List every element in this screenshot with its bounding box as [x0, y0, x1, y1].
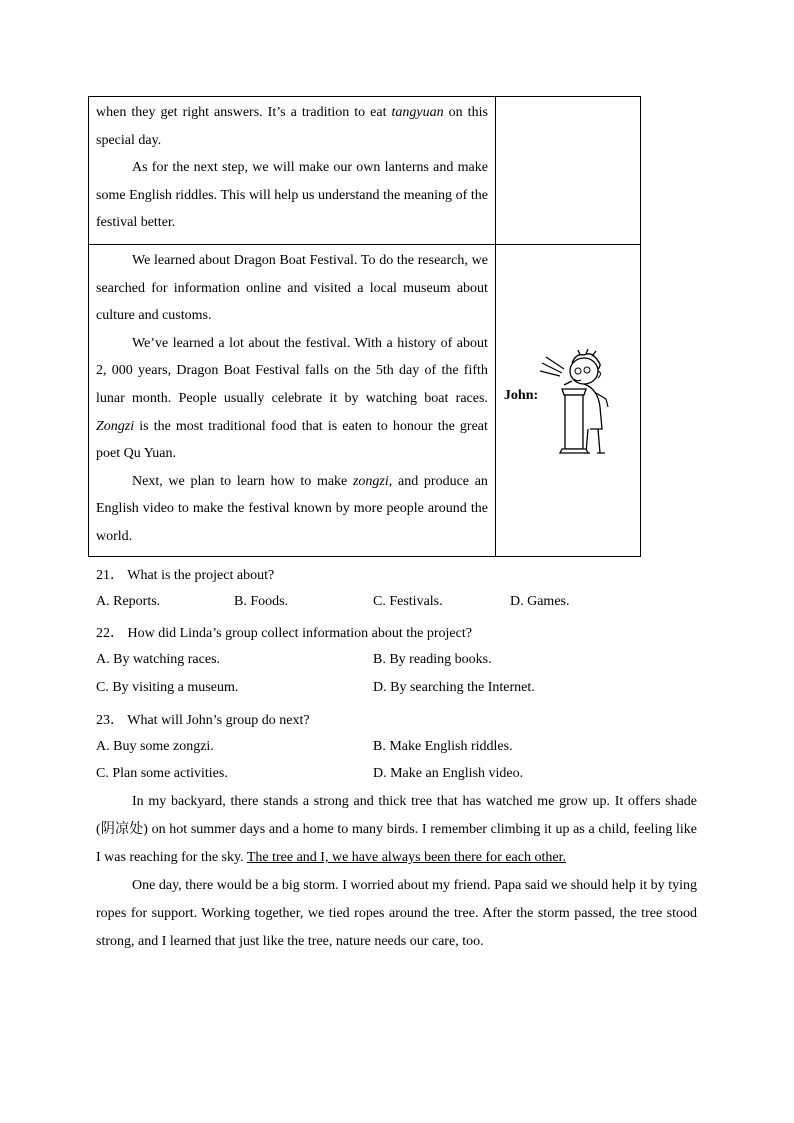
- q22-option-c: C. By visiting a museum.: [96, 680, 239, 695]
- row1-text-cell: [89, 97, 496, 245]
- row1-paragraph-1: when they get right answers. It’s a tradition to eat tangyuan on this special day.: [96, 105, 488, 148]
- speaker-label: John:: [503, 387, 539, 403]
- reading-table: [88, 96, 641, 557]
- passage-paragraph-1: In my backyard, there stands a strong and thick tree that has watched me grow up. It offers shade (阴凉处) on hot summer days and a home to many birds. I remember climbing it up as a child, feeling like I was reaching for the sky. The tree and I, we have always been there for each other.: [96, 794, 697, 865]
- passage-paragraph-2: One day, there would be a big storm. I worried about my friend. Papa said we should help it by tying ropes for support. Working together, we tied ropes around the tree. After the storm passed, the tree stood strong, and I learned that just like the tree, nature needs our care, too.: [96, 878, 697, 949]
- q21-option-c: C. Festivals.: [373, 594, 443, 609]
- speaker-at-podium-icon: [540, 349, 620, 457]
- row2-paragraph-2: We’ve learned a lot about the festival. With a history of about 2, 000 years, Dragon Boat Festival falls on the 5th day of the fifth lunar month. People usually celebrate it by watching boat races. Zongzi is the most traditional food that is eaten to honour the great poet Qu Yuan.: [96, 335, 488, 462]
- row2-side-cell: [495, 244, 640, 556]
- row1-paragraph-2: As for the next step, we will make our own lanterns and make some English riddles. This will help us understand the meaning of the festival better.: [96, 160, 488, 231]
- question-23-stem: 23． What will John’s group do next?: [96, 713, 310, 728]
- q21-option-b: B. Foods.: [234, 594, 289, 609]
- row2-paragraph-1: We learned about Dragon Boat Festival. To do the research, we searched for information online and visited a local museum about culture and customs.: [96, 252, 488, 324]
- zongzi-word: Zongzi: [96, 418, 135, 434]
- q23-option-c: C. Plan some activities.: [96, 766, 228, 781]
- zongzi-word-2: zongzi: [352, 473, 389, 489]
- q22-option-d: D. By searching the Internet.: [373, 680, 535, 695]
- q22-option-a: A. By watching races.: [96, 652, 221, 667]
- row2-text-cell: [89, 244, 496, 556]
- table-row-1: [89, 97, 641, 245]
- row2-paragraph-3: Next, we plan to learn how to make zongzi, and produce an English video to make the festival known by more people around the world.: [96, 473, 488, 544]
- q23-option-d: D. Make an English video.: [373, 766, 524, 781]
- q23-option-b: B. Make English riddles.: [373, 739, 513, 754]
- q21-option-d: D. Games.: [510, 594, 570, 609]
- q23-option-a: A. Buy some zongzi.: [96, 739, 214, 754]
- q22-option-b: B. By reading books.: [373, 652, 492, 667]
- row1-side-cell: [495, 97, 640, 245]
- tangyuan-word: tangyuan: [391, 105, 444, 120]
- table-row-2: [89, 244, 641, 556]
- reading-passage: [96, 788, 697, 956]
- question-22-stem: 22． How did Linda’s group collect information about the project?: [96, 626, 472, 641]
- q21-option-a: A. Reports.: [96, 594, 161, 609]
- underlined-sentence: The tree and I, we have always been there for each other.: [246, 850, 566, 865]
- question-21-stem: 21． What is the project about?: [96, 568, 275, 583]
